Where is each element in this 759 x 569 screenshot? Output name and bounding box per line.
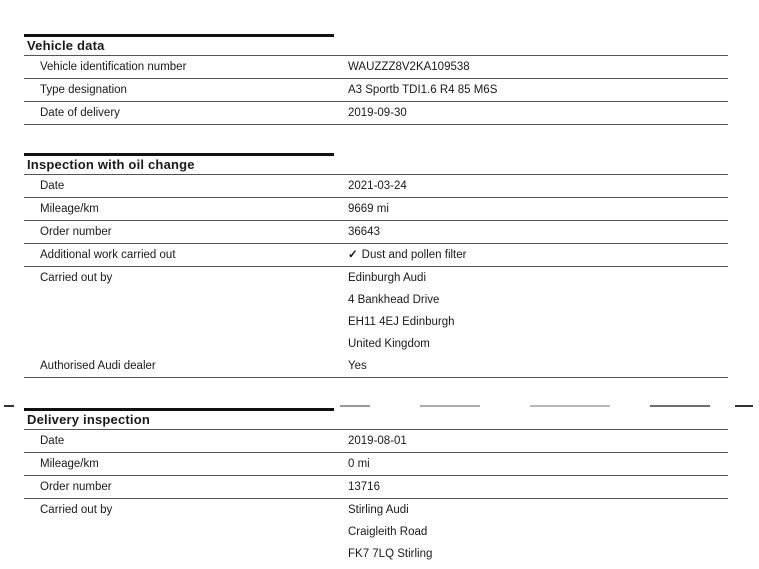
delivery-order-value: 13716 [348,481,380,493]
delivery-section [24,408,728,565]
oil-carried-label: Carried out by [40,272,113,284]
address-line: United Kingdom [348,338,430,350]
delivery-carried-label: Carried out by [40,504,113,516]
oil-work-label: Additional work carried out [40,249,176,261]
scan-mark [650,405,710,407]
address-line: Edinburgh Audi [348,272,427,284]
delivery-date-label: Date of delivery [40,107,120,119]
dealer-value: Yes [348,360,367,372]
delivery-date-value: 2019-09-30 [348,107,407,119]
vehicle-data-section [24,34,728,125]
delivery-mileage-value: 0 mi [348,458,370,470]
type-row [24,79,728,102]
address-line: Craigleith Road [348,526,428,538]
scan-mark [4,405,14,407]
address-line: Stirling Audi [348,504,409,516]
address-line: FK7 7LQ Stirling [348,548,433,560]
delivery-insp-date-label: Date [40,435,65,447]
vehicle-data-title: Vehicle data [24,34,728,55]
scan-mark [340,405,370,407]
delivery-title: Delivery inspection [24,408,728,429]
oil-date-value: 2021-03-24 [348,180,407,192]
checkmark-icon: ✓ [348,249,358,261]
delivery-mileage-row [24,453,728,476]
delivery-mileage-label: Mileage/km [40,458,99,470]
vin-value: WAUZZZ8V2KA109538 [348,61,470,73]
oil-work-value [348,244,728,266]
delivery-carried-address [348,499,728,565]
vin-row [24,55,728,79]
oil-mileage-label: Mileage/km [40,203,99,215]
address-line: 4 Bankhead Drive [348,294,440,306]
type-value: A3 Sportb TDI1.6 R4 85 M6S [348,84,498,96]
oil-order-row [24,221,728,244]
oil-date-row [24,174,728,198]
oil-date-label: Date [40,180,65,192]
delivery-carried-row [24,499,728,565]
scan-mark [530,405,610,407]
delivery-date-row2 [24,429,728,453]
oil-order-label: Order number [40,226,112,238]
oil-mileage-row [24,198,728,221]
delivery-insp-date-value: 2019-08-01 [348,435,407,447]
dealer-label: Authorised Audi dealer [40,360,156,372]
address-line: EH11 4EJ Edinburgh [348,316,455,328]
delivery-date-row [24,102,728,125]
oil-change-title: Inspection with oil change [24,153,728,174]
oil-order-value: 36643 [348,226,380,238]
type-label: Type designation [40,84,127,96]
oil-change-section [24,153,728,378]
scan-mark [420,405,480,407]
oil-work-text: Dust and pollen filter [361,249,467,261]
dealer-line [24,355,728,377]
oil-work-row [24,244,728,267]
oil-carried-row [24,267,728,378]
oil-mileage-value: 9669 mi [348,203,389,215]
delivery-order-row [24,476,728,499]
vin-label: Vehicle identification number [40,61,187,73]
scan-mark [735,405,753,407]
delivery-order-label: Order number [40,481,112,493]
